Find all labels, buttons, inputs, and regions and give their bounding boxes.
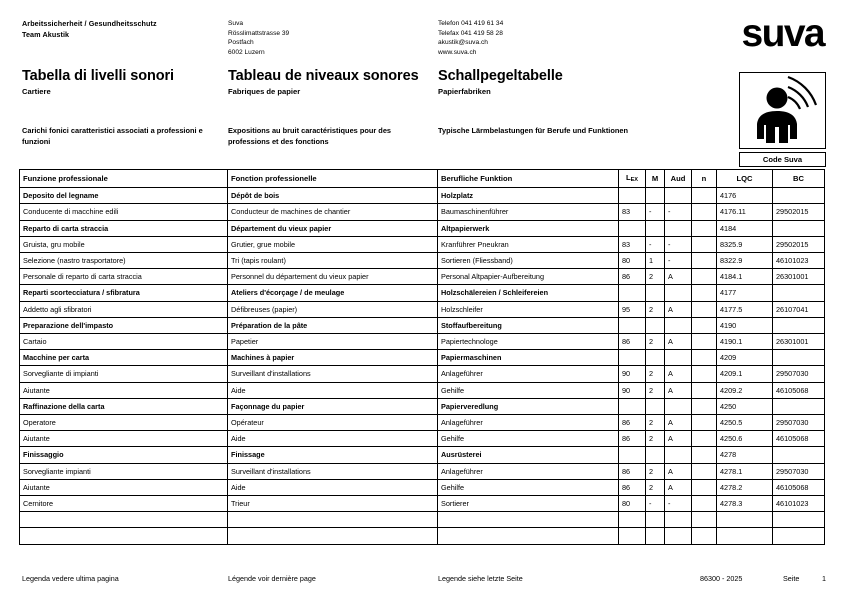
cell-fr	[228, 512, 438, 528]
cell-lqc: 4278	[717, 447, 773, 463]
cell-bc	[773, 220, 825, 236]
cell-lqc: 4278.1	[717, 463, 773, 479]
cell-lex: 80	[619, 253, 646, 269]
cell-de: Stoffaufbereitung	[438, 317, 619, 333]
cell-de	[438, 512, 619, 528]
cell-lex: 80	[619, 496, 646, 512]
cell-fr	[228, 528, 438, 544]
cell-it: Reparti scortecciatura / sfibratura	[20, 285, 228, 301]
cell-bc	[773, 398, 825, 414]
table-row	[20, 447, 825, 463]
table-row	[20, 512, 825, 528]
cell-fr: Préparation de la pâte	[228, 317, 438, 333]
table-row	[20, 496, 825, 512]
cell-bc: 46101023	[773, 253, 825, 269]
cell-de: Sortierer	[438, 496, 619, 512]
table-row	[20, 253, 825, 269]
title-italian	[22, 68, 174, 97]
cell-n	[692, 301, 717, 317]
cell-bc: 29507030	[773, 415, 825, 431]
title-french-sub: Fabriques de papier	[228, 86, 301, 96]
table-row	[20, 415, 825, 431]
cell-lex: 86	[619, 415, 646, 431]
cell-de: Anlageführer	[438, 366, 619, 382]
table-row	[20, 317, 825, 333]
cell-it: Aiutante	[20, 479, 228, 495]
lex-base: L	[625, 173, 631, 182]
cell-bc: 29502015	[773, 236, 825, 252]
cell-n	[692, 431, 717, 447]
cell-n	[692, 366, 717, 382]
table-row	[20, 301, 825, 317]
cell-bc: 26301001	[773, 334, 825, 350]
person-with-soundwaves-icon	[739, 72, 826, 149]
cell-fr: Façonnage du papier	[228, 398, 438, 414]
title-french	[228, 68, 419, 97]
cell-aud	[665, 317, 692, 333]
cell-lqc: 4184.1	[717, 269, 773, 285]
address-pobox: Postfach	[228, 39, 254, 47]
cell-m	[646, 528, 665, 544]
cell-it: Operatore	[20, 415, 228, 431]
cell-aud	[665, 398, 692, 414]
table-row	[20, 350, 825, 366]
cell-m: -	[646, 496, 665, 512]
table-row	[20, 220, 825, 236]
column-header-fr: Fonction professionelle	[228, 170, 438, 188]
cell-it	[20, 528, 228, 544]
cell-n	[692, 236, 717, 252]
cell-fr: Département du vieux papier	[228, 220, 438, 236]
cell-lex: 90	[619, 382, 646, 398]
header-address	[228, 19, 289, 57]
cell-lqc: 4177	[717, 285, 773, 301]
table-header-row	[20, 170, 825, 188]
cell-lex	[619, 220, 646, 236]
cell-fr: Aide	[228, 479, 438, 495]
cell-aud: -	[665, 204, 692, 220]
cell-m	[646, 350, 665, 366]
cell-lex	[619, 528, 646, 544]
cell-aud	[665, 528, 692, 544]
table-body	[20, 188, 825, 544]
cell-fr: Surveillant d'installations	[228, 366, 438, 382]
cell-aud: A	[665, 382, 692, 398]
cell-m: 2	[646, 415, 665, 431]
column-header-m: M	[646, 170, 665, 188]
cell-fr: Opérateur	[228, 415, 438, 431]
cell-de: Holzschleifer	[438, 301, 619, 317]
column-header-aud: Aud	[665, 170, 692, 188]
cell-lqc: 4209	[717, 350, 773, 366]
cell-it: Cartaio	[20, 334, 228, 350]
cell-aud: A	[665, 334, 692, 350]
cell-m	[646, 317, 665, 333]
contact-telephone: Telefon 041 419 61 34	[438, 20, 504, 27]
cell-de	[438, 528, 619, 544]
cell-aud	[665, 220, 692, 236]
cell-it	[20, 512, 228, 528]
cell-de: Sortieren (Fliessband)	[438, 253, 619, 269]
cell-bc: 46105068	[773, 382, 825, 398]
cell-n	[692, 512, 717, 528]
cell-bc	[773, 317, 825, 333]
cell-de: Altpapierwerk	[438, 220, 619, 236]
cell-lqc	[717, 512, 773, 528]
cell-n	[692, 350, 717, 366]
cell-n	[692, 382, 717, 398]
cell-it: Conducente di macchine edili	[20, 204, 228, 220]
title-italian-main: Tabella di livelli sonori	[22, 68, 174, 84]
cell-n	[692, 253, 717, 269]
description-italian: Carichi fonici caratteristici associati a professioni e funzioni	[22, 126, 203, 146]
cell-n	[692, 204, 717, 220]
cell-de: Ausrüsterei	[438, 447, 619, 463]
table-row	[20, 285, 825, 301]
cell-it: Sorvegliante impianti	[20, 463, 228, 479]
cell-de: Anlageführer	[438, 463, 619, 479]
cell-it: Personale di reparto di carta straccia	[20, 269, 228, 285]
cell-de: Kranführer Pneukran	[438, 236, 619, 252]
cell-m: 2	[646, 479, 665, 495]
cell-de: Papiertechnologe	[438, 334, 619, 350]
cell-m: 2	[646, 301, 665, 317]
cell-aud	[665, 512, 692, 528]
cell-it: Addetto agli sfibratori	[20, 301, 228, 317]
cell-bc	[773, 447, 825, 463]
cell-m	[646, 447, 665, 463]
cell-aud: -	[665, 236, 692, 252]
contact-email: akustik@suva.ch	[438, 39, 488, 47]
cell-fr: Conducteur de machines de chantier	[228, 204, 438, 220]
table-row	[20, 382, 825, 398]
title-german-main: Schallpegeltabelle	[438, 68, 563, 84]
cell-it: Selezione (nastro trasportatore)	[20, 253, 228, 269]
cell-bc: 29507030	[773, 366, 825, 382]
cell-fr: Ateliers d'écorçage / de meulage	[228, 285, 438, 301]
cell-bc: 29502015	[773, 204, 825, 220]
footer-page-label: Seite	[783, 574, 800, 583]
cell-lex: 86	[619, 479, 646, 495]
title-french-main: Tableau de niveaux sonores	[228, 68, 419, 84]
table-row	[20, 204, 825, 220]
cell-lqc: 4190	[717, 317, 773, 333]
cell-lqc: 8325.9	[717, 236, 773, 252]
cell-it: Macchine per carta	[20, 350, 228, 366]
sound-levels-table-wrap	[19, 169, 824, 545]
table-row	[20, 366, 825, 382]
cell-it: Finissaggio	[20, 447, 228, 463]
cell-fr: Trieur	[228, 496, 438, 512]
cell-de: Papierveredlung	[438, 398, 619, 414]
cell-de: Gehilfe	[438, 431, 619, 447]
cell-de: Anlageführer	[438, 415, 619, 431]
cell-lqc: 4209.2	[717, 382, 773, 398]
table-row	[20, 528, 825, 544]
cell-aud: A	[665, 479, 692, 495]
cell-m: 2	[646, 269, 665, 285]
cell-it: Gruista, gru mobile	[20, 236, 228, 252]
cell-bc: 26301001	[773, 269, 825, 285]
cell-n	[692, 398, 717, 414]
cell-it: Reparto di carta straccia	[20, 220, 228, 236]
cell-de: Gehilfe	[438, 382, 619, 398]
table-row	[20, 269, 825, 285]
column-header-it: Funzione professionale	[20, 170, 228, 188]
cell-bc	[773, 285, 825, 301]
cell-m: 2	[646, 463, 665, 479]
cell-lqc: 4177.5	[717, 301, 773, 317]
cell-bc	[773, 188, 825, 204]
description-german: Typische Lärmbelastungen für Berufe und Funktionen	[438, 126, 628, 135]
cell-lex: 86	[619, 269, 646, 285]
table-row	[20, 463, 825, 479]
cell-aud	[665, 350, 692, 366]
cell-m: 2	[646, 431, 665, 447]
cell-n	[692, 496, 717, 512]
contact-website: www.suva.ch	[438, 48, 477, 56]
cell-lex	[619, 317, 646, 333]
cell-lex	[619, 512, 646, 528]
code-suva-label: Code Suva	[739, 152, 826, 167]
cell-m	[646, 398, 665, 414]
cell-it: Sorvegliante di impianti	[20, 366, 228, 382]
cell-bc: 46105068	[773, 431, 825, 447]
description-french: Expositions au bruit caractéristiques pour des professions et des fonctions	[228, 126, 392, 146]
cell-n	[692, 285, 717, 301]
cell-aud: A	[665, 366, 692, 382]
cell-fr: Machines à papier	[228, 350, 438, 366]
cell-m: 1	[646, 253, 665, 269]
cell-lqc: 8322.9	[717, 253, 773, 269]
cell-n	[692, 415, 717, 431]
cell-de: Gehilfe	[438, 479, 619, 495]
cell-lex: 86	[619, 334, 646, 350]
cell-de: Baumaschinenführer	[438, 204, 619, 220]
table-row	[20, 334, 825, 350]
cell-aud: A	[665, 301, 692, 317]
cell-it: Preparazione dell'impasto	[20, 317, 228, 333]
cell-aud: -	[665, 253, 692, 269]
address-company: Suva	[228, 20, 244, 27]
cell-de: Papiermaschinen	[438, 350, 619, 366]
cell-aud: A	[665, 269, 692, 285]
cell-lex	[619, 447, 646, 463]
cell-aud	[665, 285, 692, 301]
cell-m	[646, 512, 665, 528]
cell-bc: 46105068	[773, 479, 825, 495]
cell-aud: A	[665, 463, 692, 479]
cell-lex	[619, 188, 646, 204]
footer-legend-fr: Légende voir dernière page	[228, 574, 316, 583]
title-german	[438, 68, 563, 97]
cell-bc	[773, 350, 825, 366]
cell-bc	[773, 528, 825, 544]
footer-page-number: 1	[822, 574, 826, 583]
cell-lex: 83	[619, 204, 646, 220]
cell-bc: 29507030	[773, 463, 825, 479]
header-department-line1: Arbeitssicherheit / Gesundheitsschutz	[22, 19, 157, 28]
cell-n	[692, 188, 717, 204]
table-row	[20, 236, 825, 252]
cell-lex: 83	[619, 236, 646, 252]
cell-lqc: 4176	[717, 188, 773, 204]
cell-m: 2	[646, 334, 665, 350]
cell-fr: Papetier	[228, 334, 438, 350]
cell-fr: Surveillant d'installations	[228, 463, 438, 479]
cell-lqc: 4250	[717, 398, 773, 414]
suva-logo: suva	[741, 12, 824, 55]
table-row	[20, 398, 825, 414]
cell-lqc: 4278.2	[717, 479, 773, 495]
cell-fr: Dépôt de bois	[228, 188, 438, 204]
header-contact	[438, 19, 503, 57]
address-street: Rösslimattstrasse 39	[228, 29, 290, 37]
table-row	[20, 431, 825, 447]
table-header	[20, 170, 825, 188]
cell-lex: 90	[619, 366, 646, 382]
cell-bc	[773, 512, 825, 528]
cell-lqc: 4176.11	[717, 204, 773, 220]
title-german-sub: Papierfabriken	[438, 86, 491, 96]
cell-fr: Tri (tapis roulant)	[228, 253, 438, 269]
cell-de: Holzschälereien / Schleifereien	[438, 285, 619, 301]
footer-legend-de: Legende siehe letzte Seite	[438, 574, 523, 583]
cell-aud: A	[665, 415, 692, 431]
cell-fr: Aide	[228, 431, 438, 447]
column-header-lqc: LQC	[717, 170, 773, 188]
title-italian-sub: Cartiere	[22, 86, 51, 96]
cell-lqc: 4250.6	[717, 431, 773, 447]
table-row	[20, 479, 825, 495]
sound-levels-table	[19, 169, 825, 545]
lex-subscript: EX	[630, 177, 639, 183]
cell-n	[692, 334, 717, 350]
cell-fr: Défibreuses (papier)	[228, 301, 438, 317]
cell-aud: A	[665, 431, 692, 447]
cell-m	[646, 188, 665, 204]
cell-bc: 26107041	[773, 301, 825, 317]
column-header-bc: BC	[773, 170, 825, 188]
cell-lex	[619, 285, 646, 301]
cell-m: 2	[646, 366, 665, 382]
cell-n	[692, 220, 717, 236]
address-city: 6002 Luzern	[228, 48, 265, 56]
cell-fr: Grutier, grue mobile	[228, 236, 438, 252]
cell-lqc: 4184	[717, 220, 773, 236]
column-header-de: Berufliche Funktion	[438, 170, 619, 188]
cell-lex: 86	[619, 431, 646, 447]
cell-n	[692, 528, 717, 544]
cell-lex	[619, 398, 646, 414]
column-header-lex	[619, 170, 646, 188]
cell-de: Holzplatz	[438, 188, 619, 204]
cell-it: Aiutante	[20, 431, 228, 447]
footer-legend-it: Legenda vedere ultima pagina	[22, 574, 119, 583]
cell-aud	[665, 447, 692, 463]
header-department	[22, 19, 157, 40]
cell-it: Aiutante	[20, 382, 228, 398]
table-row	[20, 188, 825, 204]
cell-it: Raffinazione della carta	[20, 398, 228, 414]
footer-doc-number: 86300 - 2025	[700, 574, 743, 583]
cell-lqc: 4190.1	[717, 334, 773, 350]
cell-m	[646, 285, 665, 301]
cell-lqc: 4250.5	[717, 415, 773, 431]
cell-m	[646, 220, 665, 236]
cell-m: 2	[646, 382, 665, 398]
contact-telefax: Telefax 041 419 58 28	[438, 29, 503, 37]
cell-lqc: 4278.3	[717, 496, 773, 512]
cell-fr: Finissage	[228, 447, 438, 463]
cell-m: -	[646, 204, 665, 220]
cell-n	[692, 317, 717, 333]
cell-aud: -	[665, 496, 692, 512]
cell-lex: 86	[619, 463, 646, 479]
cell-m: -	[646, 236, 665, 252]
cell-fr: Aide	[228, 382, 438, 398]
header-department-line2: Team Akustik	[22, 29, 70, 39]
cell-fr: Personnel du département du vieux papier	[228, 269, 438, 285]
cell-n	[692, 463, 717, 479]
cell-lqc: 4209.1	[717, 366, 773, 382]
cell-n	[692, 269, 717, 285]
cell-n	[692, 447, 717, 463]
cell-it: Deposito del legname	[20, 188, 228, 204]
cell-bc: 46101023	[773, 496, 825, 512]
cell-lex: 95	[619, 301, 646, 317]
cell-it: Cernitore	[20, 496, 228, 512]
cell-de: Personal Altpapier-Aufbereitung	[438, 269, 619, 285]
cell-lqc	[717, 528, 773, 544]
cell-n	[692, 479, 717, 495]
cell-aud	[665, 188, 692, 204]
cell-lex	[619, 350, 646, 366]
column-header-n: n	[692, 170, 717, 188]
